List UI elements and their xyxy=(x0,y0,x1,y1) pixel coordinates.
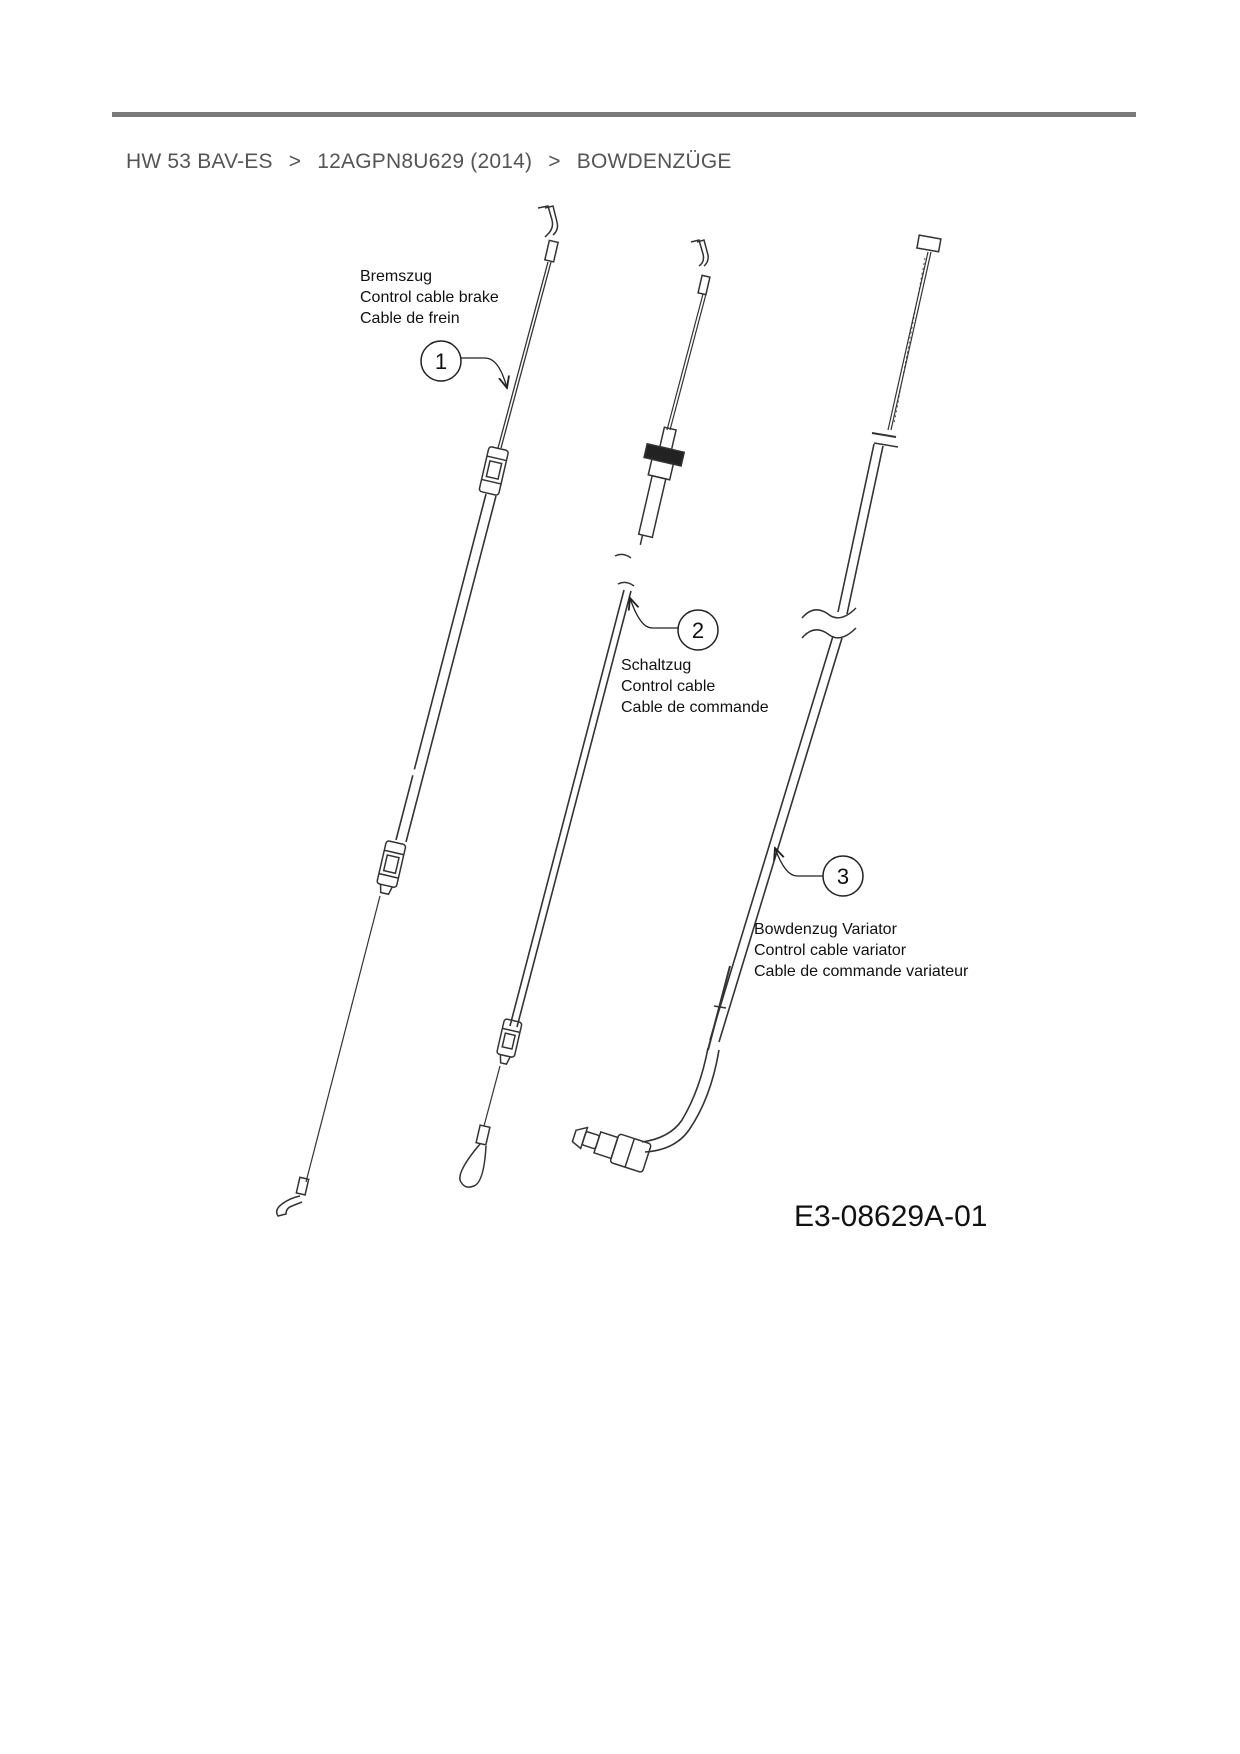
variator-cable-end-stop xyxy=(917,235,941,252)
breadcrumb-separator: > xyxy=(288,150,302,173)
callout-3[interactable] xyxy=(775,848,863,896)
part-3-label-fr: Cable de commande variateur xyxy=(754,963,969,980)
variator-cable-collar xyxy=(872,433,896,437)
variator-cable-elbow xyxy=(642,1048,708,1142)
callout-3-leader xyxy=(775,848,823,876)
part-1-label-de: Bremszug xyxy=(360,268,433,285)
brake-cable-lower-adjuster xyxy=(375,840,406,895)
brake-cable xyxy=(277,206,558,1216)
part-number-3: 3 xyxy=(836,864,850,889)
part-3-label-en: Control cable variator xyxy=(754,942,907,959)
brake-cable-bottom-hook xyxy=(277,1196,302,1216)
breadcrumb-separator: > xyxy=(548,150,561,173)
control-cable-top-ferrule xyxy=(698,275,710,294)
drawing-code: E3-08629A-01 xyxy=(794,1200,988,1233)
part-3-label-de: Bowdenzug Variator xyxy=(754,921,897,938)
part-number-2: 2 xyxy=(691,618,705,643)
part-2-label-en: Control cable xyxy=(621,678,716,695)
breadcrumb-variant[interactable]: 12AGPN8U629 (2014) xyxy=(317,150,533,173)
part-3-labels xyxy=(754,921,969,980)
control-cable-end-loop xyxy=(460,1144,486,1187)
brake-cable-upper-adjuster xyxy=(479,446,509,495)
variator-cable-end-fitting xyxy=(570,1121,652,1173)
callout-1[interactable] xyxy=(421,341,507,388)
part-1-labels xyxy=(360,268,499,327)
control-cable-top-hook xyxy=(691,240,704,266)
control-cable-loop-ferrule xyxy=(476,1125,490,1145)
variator-cable-sleeve xyxy=(708,966,730,1050)
callout-2-leader xyxy=(630,598,678,628)
callout-1-leader xyxy=(461,358,507,388)
part-1-label-en: Control cable brake xyxy=(360,289,499,306)
control-cable-threaded-fitting xyxy=(625,424,689,549)
part-2-label-de: Schaltzug xyxy=(621,657,692,674)
part-1-label-fr: Cable de frein xyxy=(360,310,460,327)
brake-cable-top-hook xyxy=(538,206,553,237)
breadcrumb-model[interactable]: HW 53 BAV-ES xyxy=(126,150,273,173)
part-2-labels xyxy=(621,657,769,716)
part-2-label-fr: Cable de commande xyxy=(621,699,769,716)
brake-cable-top-ferrule xyxy=(545,240,558,262)
breadcrumb-section: BOWDENZÜGE xyxy=(576,150,732,173)
callout-2[interactable] xyxy=(630,598,718,650)
part-number-1: 1 xyxy=(434,349,448,374)
